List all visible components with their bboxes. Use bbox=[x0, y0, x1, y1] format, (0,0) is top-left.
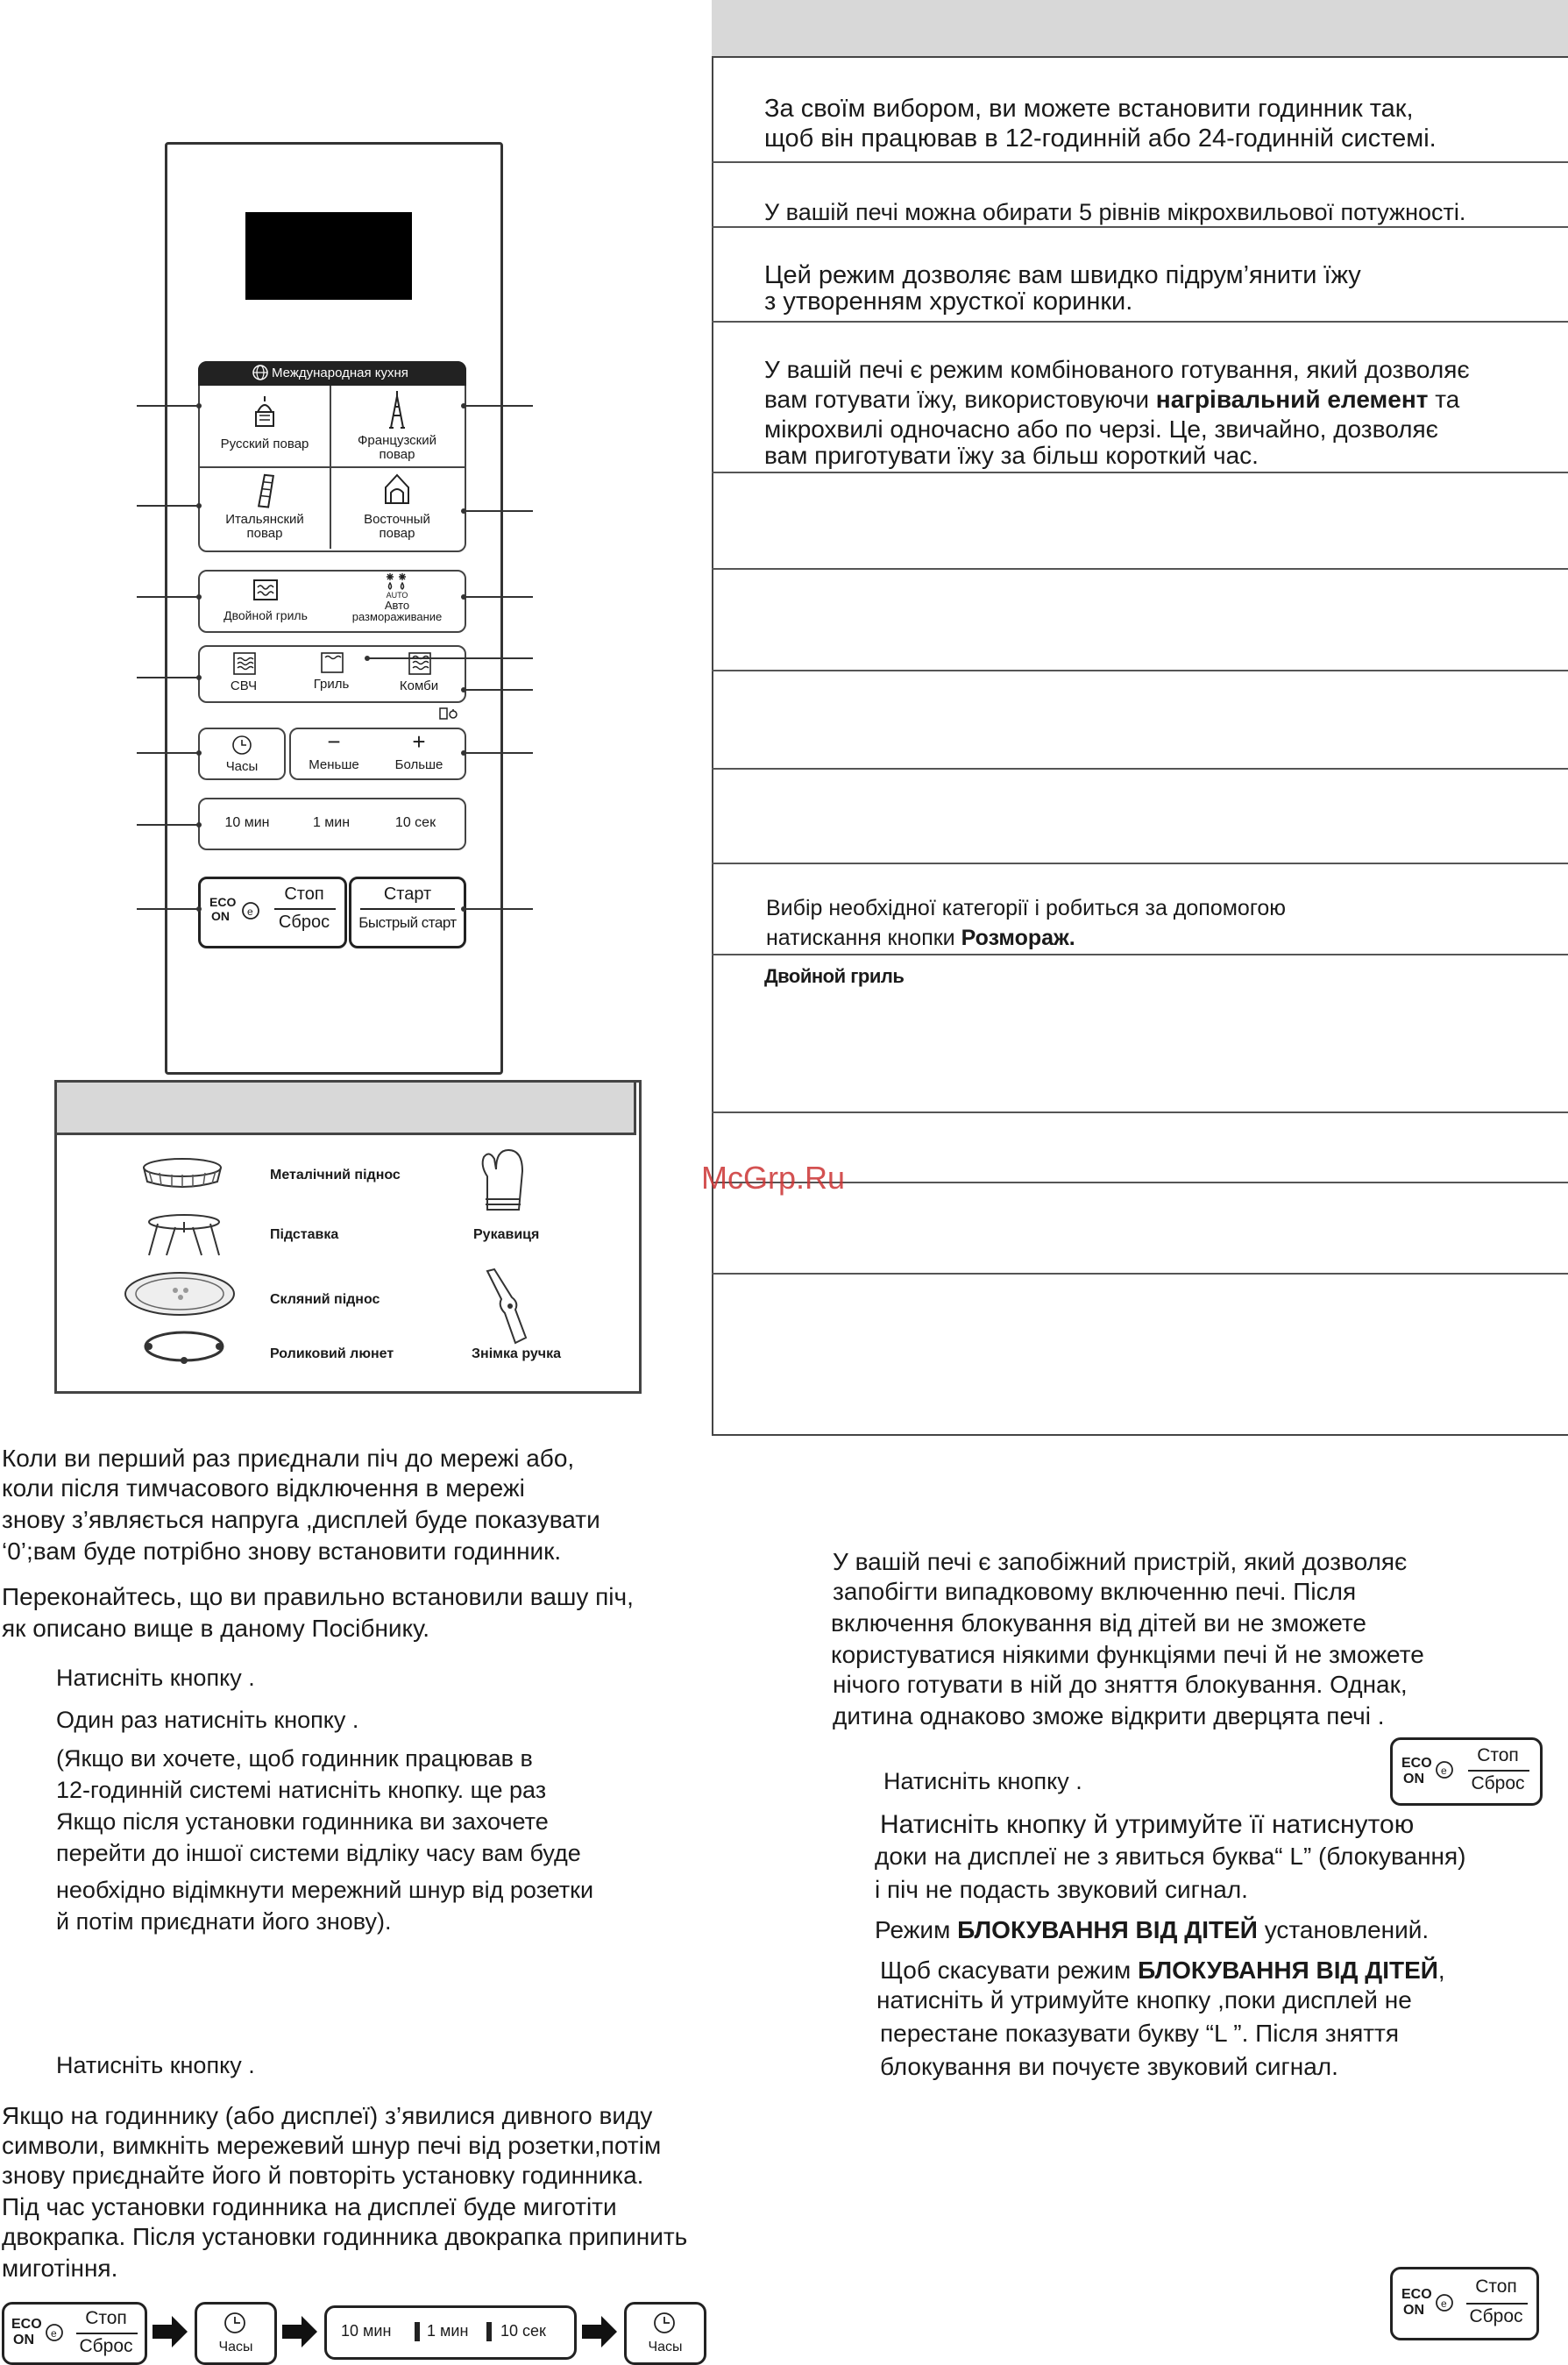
stand-icon bbox=[140, 1206, 228, 1259]
combi-info-line4: вам приготувати їжу за більш короткий час. bbox=[764, 442, 1259, 469]
snowflake-drops-icon bbox=[386, 572, 408, 591]
roller-ring-icon bbox=[140, 1327, 228, 1366]
double-grill-label: Двойной гриль bbox=[764, 965, 905, 987]
accessories-header bbox=[54, 1080, 636, 1135]
glass-tray-label: Скляний піднос bbox=[270, 1292, 380, 1307]
child-lock-line3: включення блокування від дітей ви не зможете bbox=[831, 1609, 1366, 1637]
lock-step2-line1: Натисніть кнопку й утримуйте її натиснутою bbox=[880, 1810, 1415, 1839]
grill-info-line2: з утворенням хрусткої коринки. bbox=[764, 288, 1133, 316]
arrow-right-icon bbox=[153, 2314, 188, 2349]
clock-step3-line1: (Якщо ви хочете, щоб годинник працював в bbox=[56, 1745, 533, 1772]
check-install-line2: як описано вище в даному Посібнику. bbox=[2, 1615, 430, 1642]
grill-icon bbox=[321, 652, 344, 673]
child-lock-line1: У вашій печі є запобіжний пристрій, який дозволяє bbox=[833, 1548, 1408, 1575]
double-grill-icon bbox=[252, 579, 279, 601]
metal-tray-label: Металічний піднос bbox=[270, 1168, 401, 1182]
russian-chef-button[interactable]: Русский повар bbox=[200, 386, 330, 466]
clock-step3-line5: необхідно відімкнути мережний шнур від розетки bbox=[56, 1877, 594, 1903]
arrow-right-icon bbox=[582, 2314, 617, 2349]
clock-icon bbox=[231, 735, 252, 756]
child-lock-line5: нічого готувати в ній до зняття блокування. Однак, bbox=[833, 1671, 1408, 1698]
flow-eco-stop-icon: ECO ON e Стоп Сброс bbox=[2, 2302, 147, 2365]
clock-step3-line3: Якщо після установки годинника ви захочете bbox=[56, 1808, 549, 1835]
handle-label: Знімка ручка bbox=[472, 1346, 561, 1361]
unlock-line4: блокування ви почуєте звуковий сигнал. bbox=[880, 2053, 1338, 2080]
eco-leaf-icon bbox=[241, 900, 262, 921]
clock-icon bbox=[653, 2312, 676, 2334]
unlock-eco-stop-icon: ECO ON e Стоп Сброс bbox=[1390, 2267, 1539, 2340]
svg-text:e: e bbox=[1441, 1765, 1447, 1777]
russian-dome-icon bbox=[252, 394, 277, 428]
combi-info-line3: мікрохвилі одночасно або по черзі. Це, звичайно, дозволяє bbox=[764, 415, 1438, 443]
double-grill-button[interactable]: Двойной гриль bbox=[200, 572, 331, 628]
clock-step3-line6: й потім приєднати його знову). bbox=[56, 1908, 392, 1935]
clock-step3-line4: перейти до іншої системи відліку часу вам буде bbox=[56, 1840, 581, 1866]
plus-icon: + bbox=[412, 728, 426, 755]
arrow-right-icon bbox=[282, 2314, 317, 2349]
italian-chef-button[interactable]: Итальянский повар bbox=[200, 468, 330, 549]
flow-clock-icon: Часы bbox=[195, 2302, 277, 2365]
pisa-tower-icon bbox=[252, 472, 277, 508]
more-button[interactable]: + Больше bbox=[377, 729, 461, 775]
odd-symbols-line1: Якщо на годиннику (або дисплеї) з’явилися дивного виду bbox=[2, 2102, 653, 2129]
lock-step1: Натисніть кнопку . bbox=[883, 1768, 1082, 1794]
minus-icon: − bbox=[327, 728, 341, 755]
less-button[interactable]: − Меньше bbox=[291, 729, 377, 775]
unlock-line3: перестане показувати букву “L ”. Після зняття bbox=[880, 2020, 1400, 2047]
clock-icon bbox=[223, 2312, 246, 2334]
unlock-line1: Щоб скасувати режим БЛОКУВАННЯ ВІД ДІТЕЙ, bbox=[880, 1957, 1445, 1984]
child-lock-line2: запобігти випадковому включенню печі. Після bbox=[833, 1578, 1357, 1605]
combi-info-line2: вам готувати їжу, використовуючи нагрівальний елемент та bbox=[764, 386, 1460, 413]
grill-info-line1: Цей режим дозволяє вам швидко підрум’янити їжу bbox=[764, 261, 1361, 289]
watermark: McGrp.Ru bbox=[701, 1160, 846, 1196]
pagoda-icon bbox=[382, 473, 412, 505]
clock-step2: Один раз натисніть кнопку . bbox=[56, 1707, 359, 1733]
clock-step1: Натисніть кнопку . bbox=[56, 1665, 255, 1691]
odd-symbols-line3: знову приєднайте його й повторіть установку годинника. bbox=[2, 2162, 644, 2189]
clock-button[interactable]: Часы bbox=[198, 728, 286, 780]
handle-icon bbox=[480, 1268, 529, 1346]
combi-button[interactable]: Комби bbox=[375, 647, 463, 698]
defrost-info-line1: Вибір необхідної категорії і робиться за допомогою bbox=[766, 896, 1287, 920]
child-lock-line4: користуватися ніякими функціями печі й не зможете bbox=[831, 1641, 1424, 1668]
oriental-chef-button[interactable]: Восточный повар bbox=[331, 468, 463, 549]
combi-info-line1: У вашій печі є режим комбінованого готування, який дозволяє bbox=[764, 356, 1470, 383]
first-connect-line3: знову з’являється напруга ,дисплей буде показувати bbox=[2, 1506, 600, 1533]
start-button[interactable]: Старт Быстрый старт bbox=[349, 877, 466, 948]
microwave-waves-icon bbox=[233, 652, 256, 675]
eco-leaf-icon bbox=[45, 2322, 66, 2343]
power-levels-info: У вашій печі можна обирати 5 рівнів мікрохвильової потужності. bbox=[764, 199, 1466, 225]
lock-step2-line2: доки на дисплеї не з явиться буква“ L” (блокування) bbox=[875, 1843, 1466, 1870]
globe-icon bbox=[252, 365, 268, 380]
clock-info-line1: За своїм вибором, ви можете встановити годинник так, bbox=[764, 95, 1414, 123]
oven-mitt-icon bbox=[475, 1145, 529, 1211]
child-lock-key-icon bbox=[438, 707, 459, 721]
first-connect-line2: коли після тимчасового відключення в мережі bbox=[2, 1474, 525, 1502]
eiffel-tower-icon bbox=[384, 389, 410, 430]
ten-sec-button[interactable]: 10 сек bbox=[394, 815, 436, 830]
odd-symbols-line6: миготіння. bbox=[2, 2255, 118, 2282]
svg-text:e: e bbox=[51, 2327, 57, 2340]
grill-button[interactable]: Гриль bbox=[287, 647, 375, 698]
clock-step3-line2: 12-годинній системі натисніть кнопку. ще раз bbox=[56, 1777, 547, 1803]
auto-defrost-button[interactable]: AUTO Авто размораживание bbox=[331, 572, 463, 628]
glass-tray-icon bbox=[123, 1269, 237, 1318]
lock-step2-line3: і піч не подасть звуковий сигнал. bbox=[875, 1876, 1248, 1903]
one-min-button[interactable]: 1 мин bbox=[312, 815, 351, 830]
odd-symbols-line4: Під час установки годинника на дисплеї буде миготіти bbox=[2, 2193, 617, 2220]
first-connect-line1: Коли ви перший раз приєднали піч до мережі або, bbox=[2, 1445, 575, 1472]
odd-symbols-line5: двокрапка. Після установки годинника двокрапка припинить bbox=[2, 2223, 688, 2250]
microwave-button[interactable]: СВЧ bbox=[200, 647, 287, 698]
ten-min-button[interactable]: 10 мин bbox=[224, 815, 270, 830]
clock-info-line2: щоб він працював в 12-годинній або 24-годинній системі. bbox=[764, 124, 1437, 153]
roller-ring-label: Роликовий люнет bbox=[270, 1346, 394, 1361]
oven-mitt-label: Рукавиця bbox=[473, 1227, 540, 1242]
combi-icon bbox=[408, 652, 431, 675]
eco-leaf-icon bbox=[1435, 2292, 1456, 2313]
defrost-info-line2: натискання кнопки Розмораж. bbox=[766, 926, 1075, 950]
clock-step-last: Натисніть кнопку . bbox=[56, 2052, 255, 2078]
lock-eco-stop-icon: ECO ON e Стоп Сброс bbox=[1390, 1737, 1543, 1806]
flow-clock-icon-2: Часы bbox=[624, 2302, 706, 2365]
french-chef-button[interactable]: Французский повар bbox=[331, 386, 463, 466]
child-lock-line6: дитина однаково зможе відкрити дверцята печі . bbox=[833, 1702, 1385, 1729]
feature-table-header bbox=[712, 0, 1568, 58]
eco-stop-button[interactable]: ECO ON e Стоп Сброс bbox=[198, 877, 347, 948]
intl-cuisine-title: Международная кухня bbox=[272, 366, 408, 380]
metal-tray-icon bbox=[140, 1155, 224, 1190]
unlock-line2: натисніть й утримуйте кнопку ,поки дисплей не bbox=[876, 1986, 1412, 2013]
eco-leaf-icon bbox=[1435, 1759, 1456, 1780]
stand-label: Підставка bbox=[270, 1227, 339, 1242]
svg-text:e: e bbox=[1441, 2298, 1447, 2310]
panel-display bbox=[245, 212, 412, 300]
svg-text:e: e bbox=[247, 906, 253, 918]
check-install-line1: Переконайтесь, що ви правильно встановили вашу піч, bbox=[2, 1583, 634, 1610]
first-connect-line4: ‘0’;вам буде потрібно знову встановити годинник. bbox=[2, 1538, 562, 1565]
lock-step3: Режим БЛОКУВАННЯ ВІД ДІТЕЙ установлений. bbox=[875, 1916, 1430, 1943]
flow-time-buttons: 10 мин 1 мин 10 сек bbox=[324, 2305, 577, 2360]
odd-symbols-line2: символи, вимкніть мережевий шнур печі від розетки,потім bbox=[2, 2132, 662, 2159]
